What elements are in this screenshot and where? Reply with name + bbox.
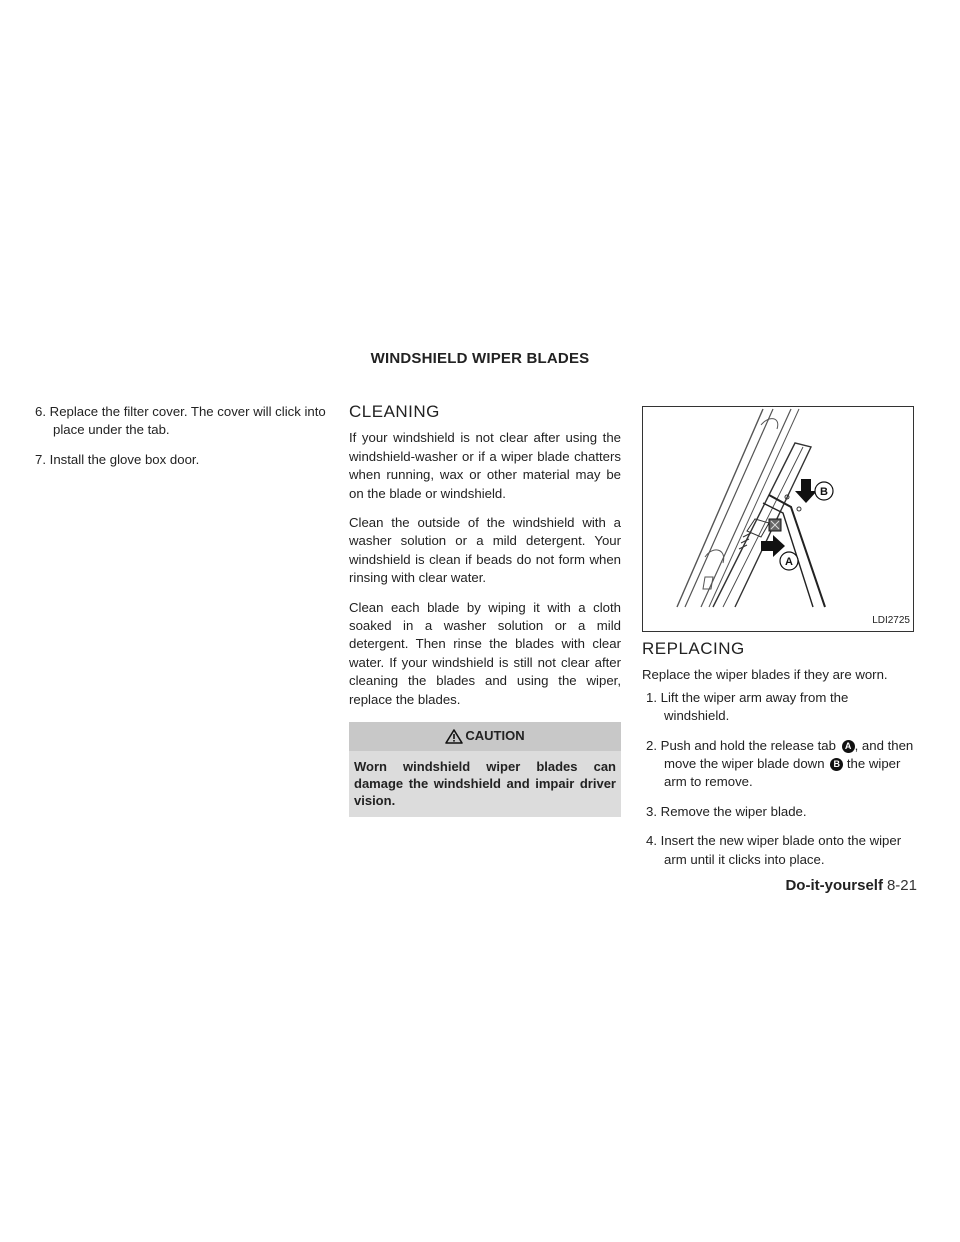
- page-number: 8-21: [886, 877, 917, 894]
- left-column: [35, 403, 330, 480]
- section-title: WINDSHIELD WIPER BLADES: [370, 350, 590, 367]
- step-number: 1.: [646, 689, 657, 705]
- caution-title: CAUTION: [465, 728, 525, 744]
- figure-code: LDI2725: [872, 614, 910, 626]
- step-text: Lift the wiper arm away from the windshield.: [660, 689, 849, 724]
- item-text: Install the glove box door.: [49, 451, 200, 467]
- footer-section: Do-it-yourself: [785, 877, 883, 894]
- step-number: 2.: [646, 737, 657, 753]
- page-footer: [785, 877, 917, 894]
- list-item: [35, 451, 330, 469]
- cleaning-paragraph: If your windshield is not clear after using the windshield-washer or if a wiper blade chatters when running, wax or other material may be on the blade or windshield.: [349, 430, 621, 501]
- cleaning-heading: CLEANING: [349, 402, 440, 421]
- replacing-intro: Replace the wiper blades if they are worn.: [642, 667, 888, 683]
- item-text: Replace the filter cover. The cover will click into place under the tab.: [49, 404, 326, 438]
- caution-box: [349, 722, 621, 816]
- list-item: [35, 403, 330, 440]
- cleaning-column: [349, 403, 621, 817]
- wiper-illustration: [643, 407, 913, 631]
- step-text: Insert the new wiper blade onto the wiper arm until it clicks into place.: [660, 833, 902, 867]
- list-item: [642, 803, 914, 821]
- label-b: B: [820, 486, 828, 498]
- label-a: A: [785, 556, 793, 568]
- item-number: 6.: [35, 404, 46, 419]
- callout-a-icon: A: [842, 740, 855, 753]
- list-item: [642, 689, 914, 726]
- item-number: 7.: [35, 451, 46, 467]
- step-text: the wiper arm to remove.: [664, 756, 901, 790]
- caution-header: [349, 722, 621, 750]
- list-item: [642, 832, 914, 869]
- cleaning-paragraph: Clean the outside of the windshield with a washer solution or a mild detergent. Your windshield is clean if beads do not form when rinsing with clear water.: [349, 515, 621, 586]
- step-number: 4.: [646, 833, 657, 849]
- callout-b-icon: B: [830, 758, 843, 771]
- warning-icon: [445, 729, 463, 744]
- list-item: [642, 737, 914, 792]
- step-text: Remove the wiper blade.: [660, 803, 807, 819]
- step-number: 3.: [646, 803, 657, 819]
- step-text: , and then move the wiper blade down: [664, 737, 914, 772]
- wiper-figure: [642, 406, 914, 632]
- cleaning-paragraph: Clean each blade by wiping it with a cloth soaked in a washer solution or a mild detergent. Then rinse the blades with clear water. If your windshield is still not clear after cleaning the blades and using the wiper, replace the blades.: [349, 599, 621, 707]
- replacing-column: [642, 406, 914, 880]
- step-text: Push and hold the release tab: [660, 737, 836, 753]
- replacing-heading: REPLACING: [642, 639, 745, 658]
- caution-text: Worn windshield wiper blades can damage the windshield and impair driver vision.: [354, 758, 616, 808]
